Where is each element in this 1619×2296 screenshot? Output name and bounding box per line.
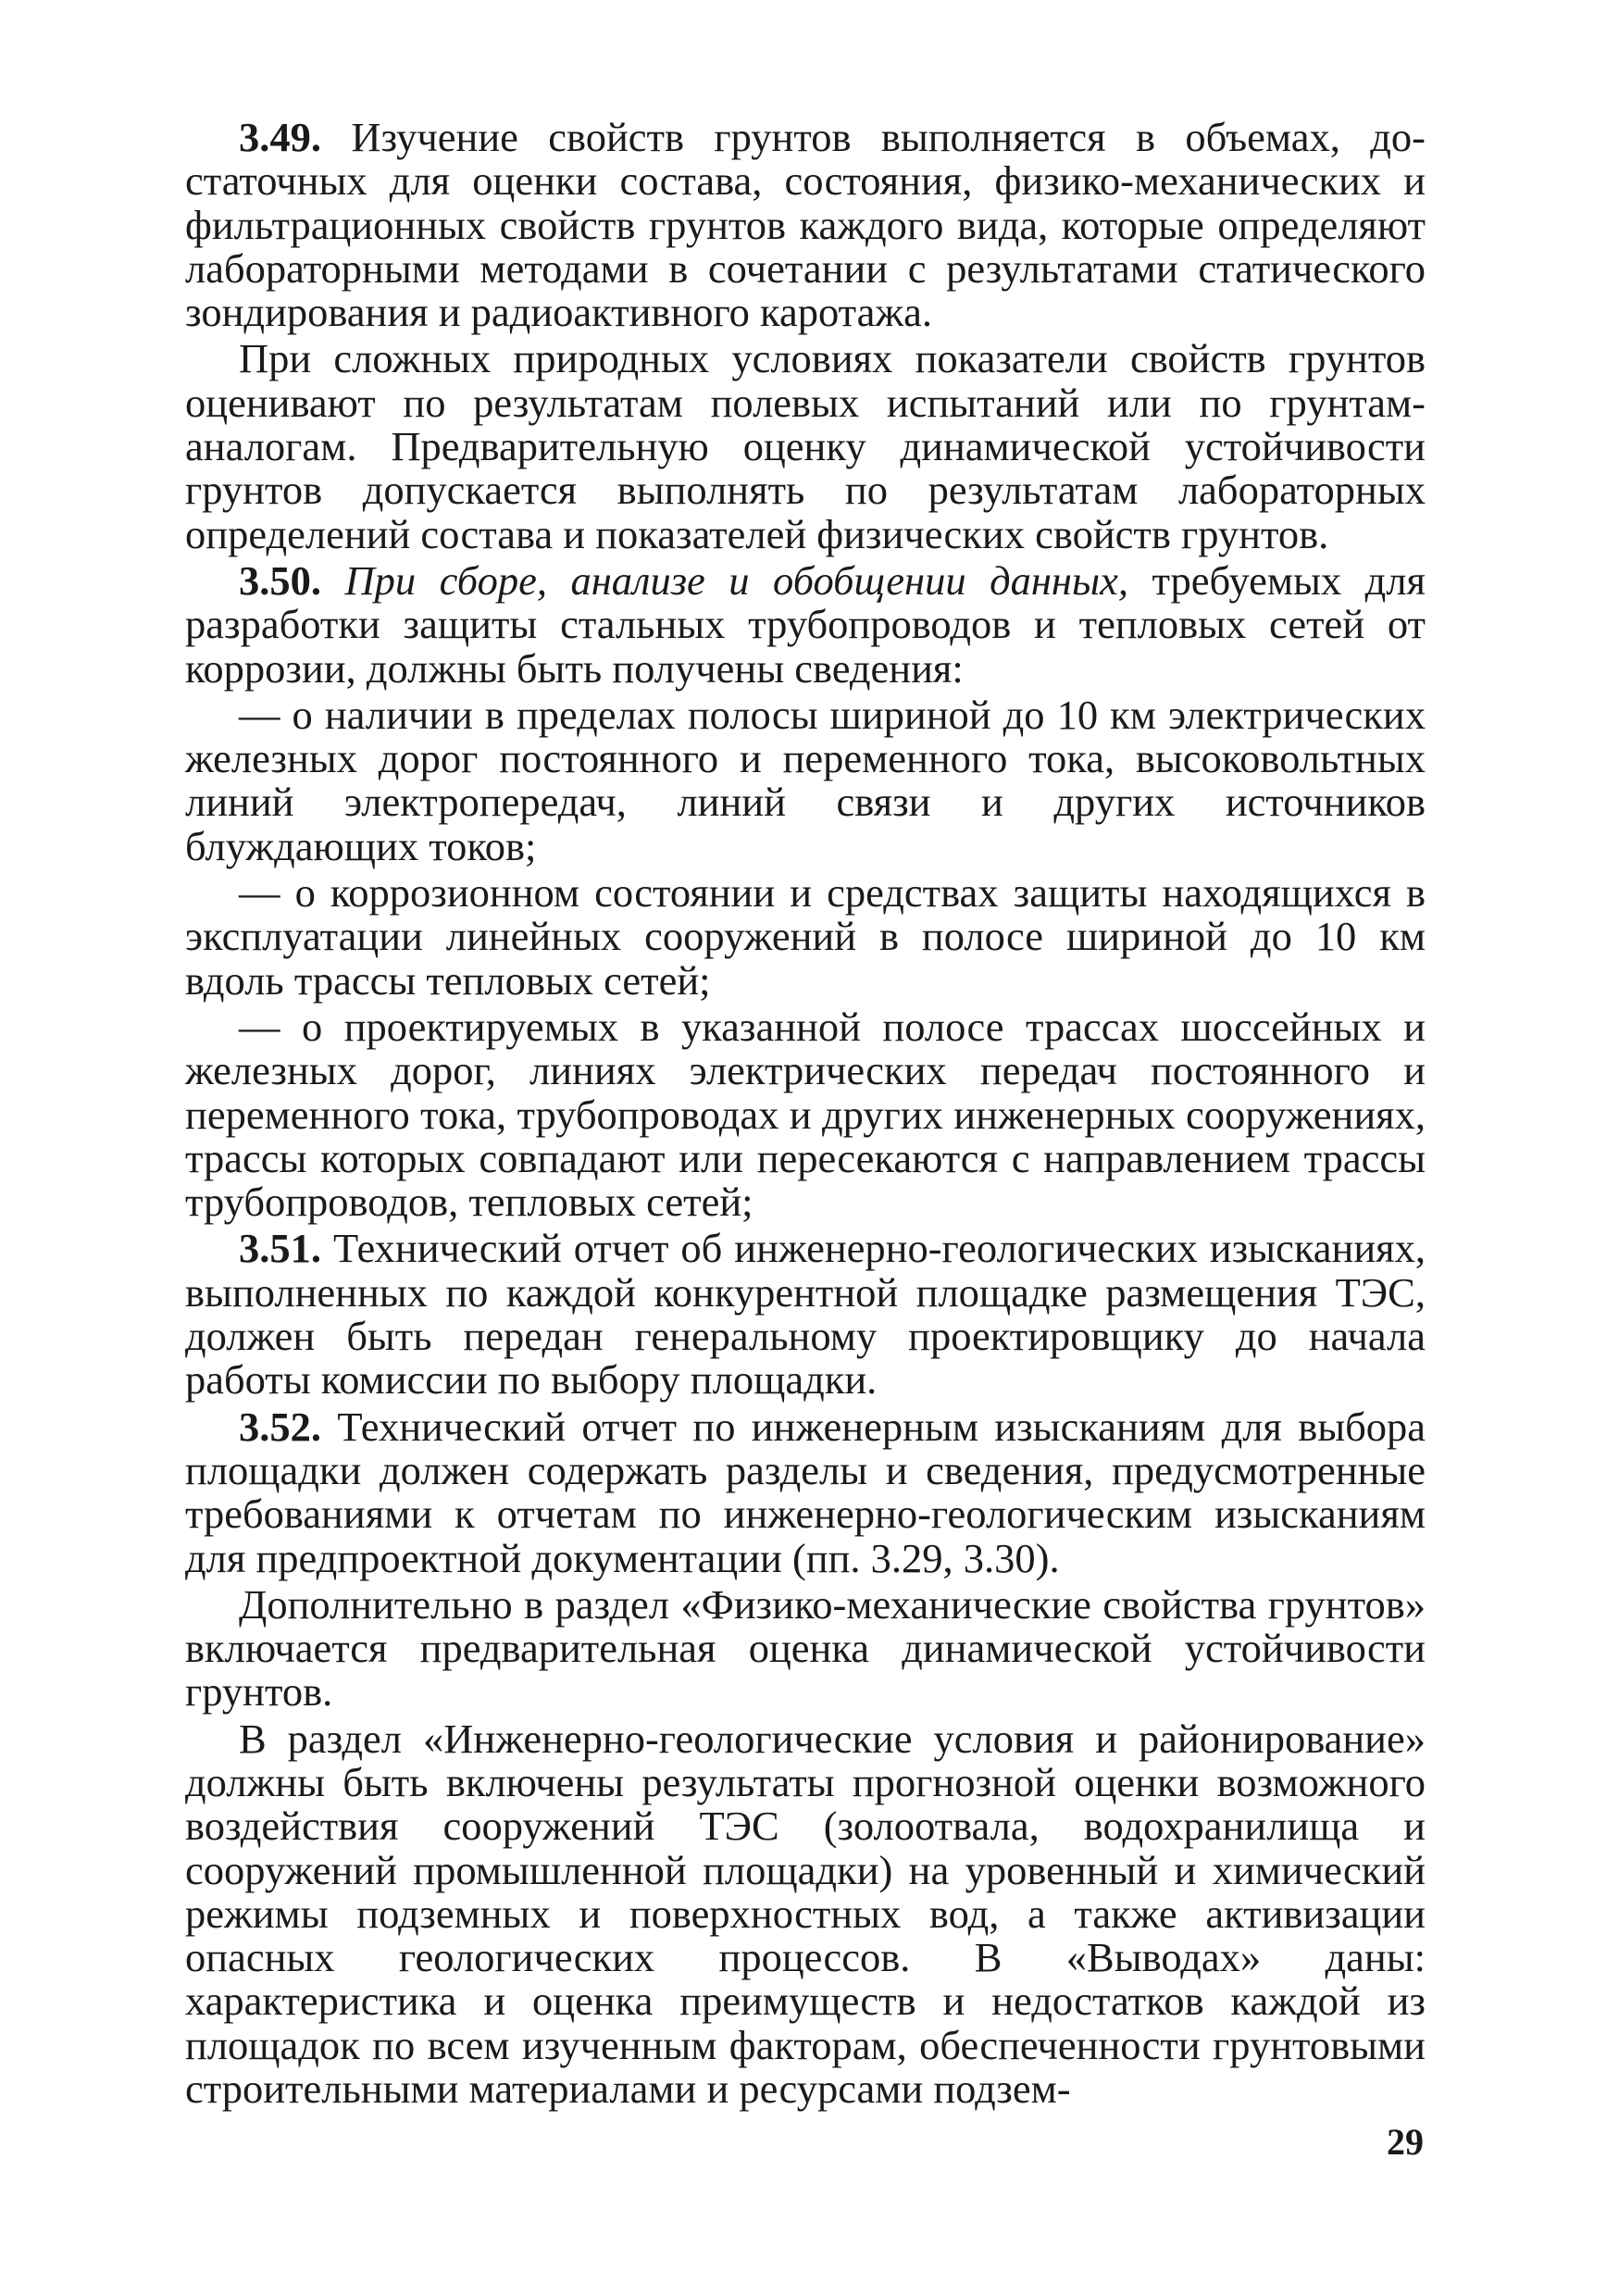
paragraph-3-49 (185, 116, 1426, 334)
paragraph-text: Технический отчет по инженерным изысканиям для выбора площадки должен содержать разделы и сведения, предусмотренные требованиями к отчетам по инженерно-геологическим изысканиям для предпроектной документации (пп. 3.29, 3.30). (185, 1403, 1426, 1581)
paragraph-text: требуемых для разработки защиты стальных трубопроводов и тепловых сетей от коррозии, должны быть получены сведения: (185, 556, 1426, 692)
paragraph-3-50 (185, 556, 1426, 692)
list-item-dash (185, 693, 1426, 868)
clause-number: 3.51. (239, 1225, 321, 1272)
clause-number: 3.52. (239, 1403, 321, 1450)
paragraph-text: — о наличии в пределах полосы шириной до 10 км электрических железных дорог постоянного и переменного тока, высоковольтных линий электропередач, линий связи и других источников блуждающих токов; (185, 691, 1426, 869)
paragraph-3-52 (185, 1405, 1426, 1580)
list-item-dash (185, 871, 1426, 1003)
paragraph-text: При сложных природных условиях показатели свойств грунтов оценивают по результатам полевых испытаний или по грунтам-аналогам. Предварительную оценку динамической устойчивости грунтов допускается выполнять по результатам лабораторных определений состава и показателей физических свойств грунтов. (185, 335, 1426, 557)
document-page (185, 116, 1426, 2111)
clause-number: 3.50. (239, 556, 321, 604)
paragraph-text: — о проектируемых в указанной полосе трассах шоссейных и железных дорог, линиях электрических передач постоянного и переменного тока, трубопроводах и других инженерных сооружениях, трассы которых совпадают или пересекаются с направлением трассы трубопроводов, тепловых сетей; (185, 1003, 1426, 1226)
paragraph-3-52-continued (185, 1717, 1426, 2112)
list-item-dash (185, 1005, 1426, 1224)
paragraph-text: — о коррозионном состоянии и средствах защиты находящихся в эксплуатации линейных сооружений в полосе шириной до 10 км вдоль трассы тепловых сетей; (185, 869, 1426, 1004)
page-number: 29 (1387, 2121, 1424, 2163)
paragraph-text: Дополнительно в раздел «Физико-механические свойства грунтов» включается предварительная оценка динамической устойчивости грунтов. (185, 1580, 1426, 1716)
paragraph-text: В раздел «Инженерно-геологические условия и районирование» должны быть включены результаты прогнозной оценки возможного воздействия сооружений ТЭС (золоотвала, водохранилища и сооружений промышленной площадки) на уровенный и химический режимы подземных и поверхностных вод, а также активизации опасных геологических процессов. В «Выводах» даны: характеристика и оценка преимуществ и недостатков каждой из площадок по всем изученным факторам, обеспеченности грунтовыми строительными материалами и ресурсами подзем- (185, 1715, 1426, 2113)
paragraph-3-52-continued (185, 1580, 1426, 1716)
italic-lead: При сборе, анализе и обобщении данных, (344, 556, 1129, 604)
clause-number: 3.49. (239, 114, 321, 160)
paragraph-3-49-continued (185, 337, 1426, 555)
paragraph-text: Технический отчет об инженерно-геологических изысканиях, выполненных по каждой конкурентной площадке размещения ТЭС, должен быть передан генеральному проектировщику до начала работы комиссии по выбору площадки. (185, 1225, 1426, 1404)
paragraph-3-51 (185, 1227, 1426, 1402)
paragraph-text: Изучение свойств грунтов выполняется в объемах, достаточных для оценки состава, состояния, физико-механических и фильтрационных свойств грунтов каждого вида, которые определяют лабораторными методами в сочетании с результатами статического зондирования и радиоактивного каротажа. (185, 114, 1426, 336)
